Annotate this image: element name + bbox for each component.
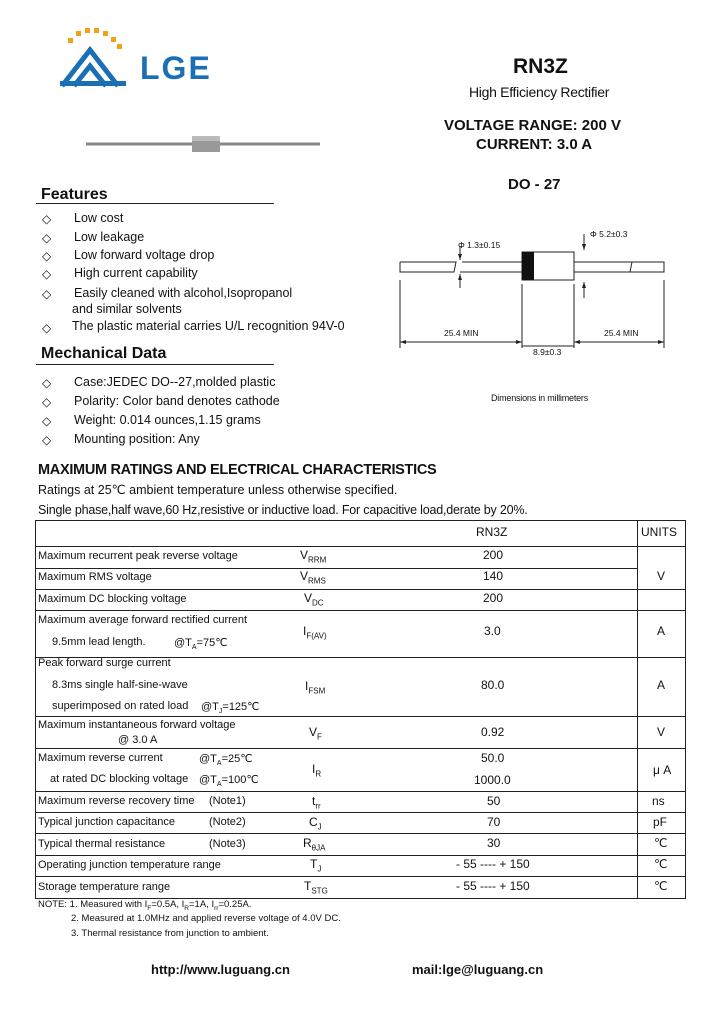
symbol-ir: $I_R$ [312,762,322,779]
body-diameter-label: Φ 5.2±0.3 [590,229,628,239]
value-tj: - 55 ---- + 150 [456,857,530,871]
lead-diameter-label: Φ 1.3±0.15 [458,240,501,250]
feature-item: and similar solvents [72,302,182,316]
note-ref-trr: (Note1) [209,795,246,807]
row-label-ifsm-2: 8.3ms single half-sine-wave [52,679,188,691]
feature-item: Low cost [74,211,124,225]
unit-tj: ℃ [654,857,668,871]
lead-length-left-label: 25.4 MIN [444,328,479,338]
symbol-ifav: $I_{F(AV)}$ [303,624,327,641]
diamond-bullet-icon: ◇ [42,249,52,263]
brand-logo-icon [58,28,138,90]
ratings-note-ambient: Ratings at 25℃ ambient temperature unless otherwise specified. [38,483,398,497]
col-header-units: UNITS [641,525,677,539]
value-vrrm: 200 [483,548,504,562]
condition-ifav: $@T_A=75℃$ [174,637,228,652]
value-ifsm: 80.0 [481,678,505,692]
row-label-ir-2: at rated DC blocking voltage [50,773,189,785]
voltage-range: VOLTAGE RANGE: 200 V [444,117,621,134]
diamond-bullet-icon: ◇ [42,433,52,447]
unit-cj: pF [653,815,668,829]
diamond-bullet-icon: ◇ [42,395,52,409]
row-label-trr: Maximum reverse recovery time [38,795,195,807]
footer-website-link[interactable]: http://www.luguang.cn [151,962,290,977]
row-label-rja: Typical thermal resistance [38,838,166,850]
row-label-vrrm: Maximum recurrent peak reverse voltage [38,550,238,562]
product-subtitle: High Efficiency Rectifier [469,84,610,100]
symbol-vf: $V_F$ [309,725,322,742]
unit-rja: ℃ [654,836,668,850]
value-ir-25: 50.0 [481,751,505,765]
value-cj: 70 [487,815,501,829]
diamond-bullet-icon: ◇ [42,414,52,428]
features-divider [36,203,274,204]
feature-item: Low leakage [74,230,145,244]
row-label-ifsm: Peak forward surge current [38,657,171,669]
unit-ifav: A [657,624,666,638]
unit-ir: μ A [653,763,672,777]
condition-ifsm: $@T_J=125℃$ [201,701,260,716]
value-rja: 30 [487,836,501,850]
note-3: 3. Thermal resistance from junction to ambient. [71,928,269,939]
symbol-tstg: $T_{STG}$ [304,879,328,896]
note-ref-rja: (Note3) [209,838,246,850]
value-vf: 0.92 [481,725,505,739]
unit-ifsm: A [657,678,666,692]
package-type: DO - 27 [508,176,561,193]
feature-item: The plastic material carries U/L recognition 94V-0 [72,319,345,333]
brand-name: LGE [140,50,212,86]
feature-item: Low forward voltage drop [74,248,215,262]
mechanical-item: Mounting position: Any [74,432,200,446]
ratings-title: MAXIMUM RATINGS AND ELECTRICAL CHARACTERISTICS [38,462,437,478]
row-label-vf: Maximum instantaneous forward voltage [38,719,236,731]
unit-trr: ns [652,794,665,808]
symbol-ifsm: $I_{FSM}$ [305,679,326,696]
note-ref-cj: (Note2) [209,816,246,828]
unit-vf: V [657,725,666,739]
value-ir-100: 1000.0 [474,773,511,787]
unit-voltage: V [657,569,666,583]
row-label-vdc: Maximum DC blocking voltage [38,593,187,605]
symbol-cj: $C_J$ [309,815,322,832]
ratings-note-load: Single phase,half wave,60 Hz,resistive or inductive load. For capacitive load,derate by 20%. [38,503,528,517]
diamond-bullet-icon: ◇ [42,212,52,226]
condition-ir-100: $@T_A=100℃$ [199,774,259,789]
diamond-bullet-icon: ◇ [42,267,52,281]
mechanical-item: Weight: 0.014 ounces,1.15 grams [74,413,261,427]
diamond-bullet-icon: ◇ [42,231,52,245]
value-ifav: 3.0 [484,624,501,638]
feature-item: High current capability [74,266,198,280]
features-title: Features [41,186,108,203]
diamond-bullet-icon: ◇ [42,287,52,301]
row-label-vf-2: @ 3.0 A [118,734,158,746]
col-header-part: RN3Z [476,525,508,539]
diamond-bullet-icon: ◇ [42,376,52,390]
row-label-ifav: Maximum average forward rectified current [38,614,248,626]
mechanical-divider [36,364,274,365]
mechanical-item: Case:JEDEC DO--27,molded plastic [74,375,276,389]
unit-tstg: ℃ [654,879,668,893]
part-number: RN3Z [513,55,568,78]
mechanical-title: Mechanical Data [41,345,167,362]
symbol-vrrm: $V_{RRM}$ [300,548,327,565]
dimensions-caption: Dimensions in millimeters [491,393,589,403]
note-2: 2. Measured at 1.0MHz and applied reverse voltage of 4.0V DC. [71,913,341,924]
symbol-tj: $T_J$ [310,857,322,874]
value-vdc: 200 [483,591,504,605]
row-label-ir: Maximum reverse current [38,752,163,764]
row-label-vrms: Maximum RMS voltage [38,571,152,583]
diamond-bullet-icon: ◇ [42,321,52,335]
footer-email-link[interactable]: mail:lge@luguang.cn [412,962,544,977]
body-length-label: 8.9±0.3 [533,347,562,357]
row-label-tj: Operating junction temperature range [38,859,221,871]
diode-illustration [86,132,326,156]
value-vrms: 140 [483,569,504,583]
symbol-rja: $R_{\theta JA}$ [303,836,326,853]
dimension-drawing [396,224,676,364]
row-label-tstg: Storage temperature range [38,881,171,893]
mechanical-item: Polarity: Color band denotes cathode [74,394,280,408]
lead-length-right-label: 25.4 MIN [604,328,639,338]
symbol-trr: $t_{rr}$ [312,794,321,811]
row-label-cj: Typical junction capacitance [38,816,175,828]
symbol-vdc: $V_{DC}$ [304,591,324,608]
current-rating: CURRENT: 3.0 A [476,136,593,153]
note-1: NOTE: 1. Measured with $I_F=0.5A$, $I_R=1A$, $I_{rr}=0.25A$. [38,899,252,912]
condition-ir-25: $@T_A=25℃$ [199,753,253,768]
feature-item: Easily cleaned with alcohol,Isopropanol [74,286,293,300]
value-tstg: - 55 ---- + 150 [456,879,530,893]
symbol-vrms: $V_{RMS}$ [300,569,326,586]
row-label-ifsm-3: superimposed on rated load [52,700,189,712]
value-trr: 50 [487,794,501,808]
row-label-ifav-2: 9.5mm lead length. [52,636,146,648]
